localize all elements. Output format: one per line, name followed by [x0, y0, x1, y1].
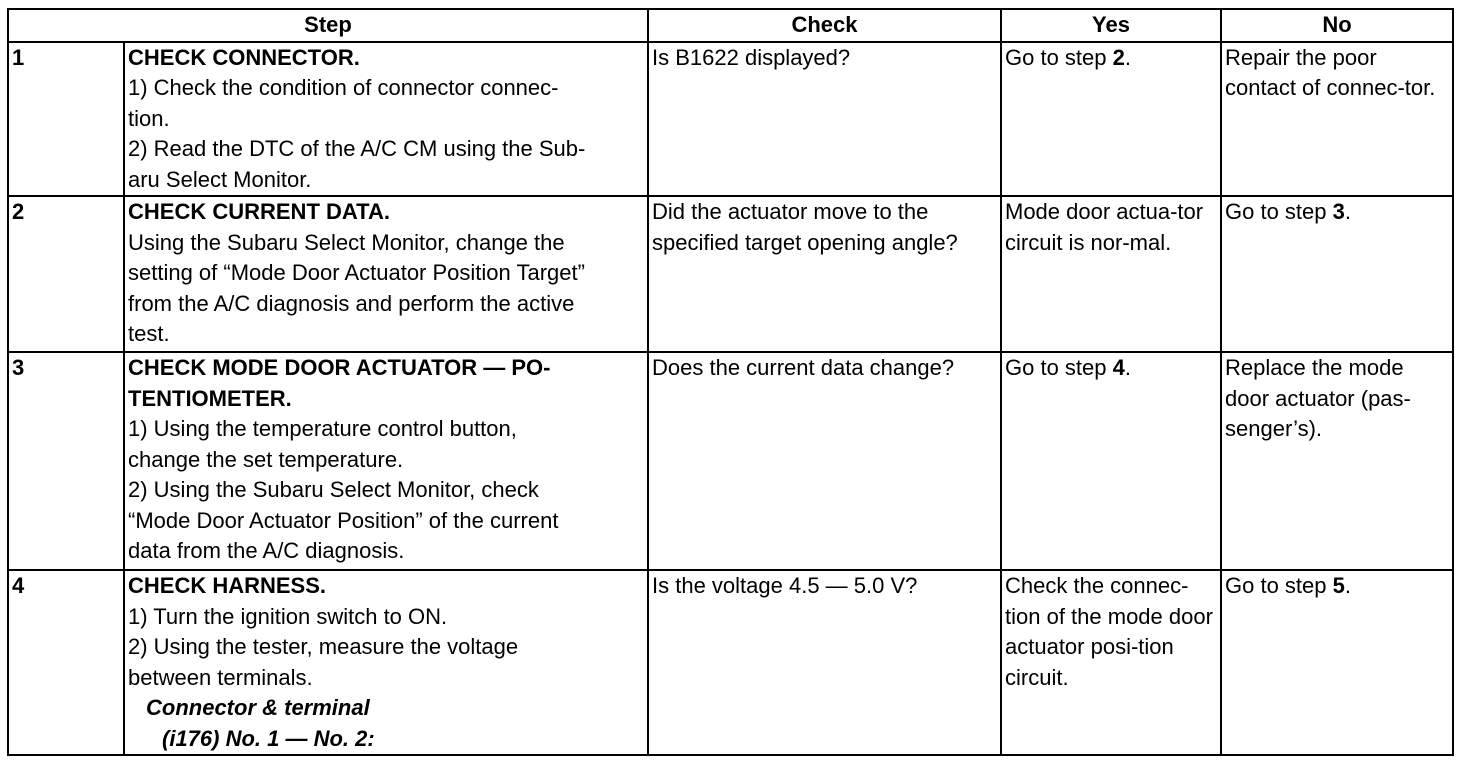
step-description	[124, 570, 648, 755]
no-cell	[1221, 570, 1453, 755]
yes-cell	[1001, 42, 1221, 197]
yes-cell: Check the connec-tion of the mode door actuator posi-tion circuit.	[1001, 570, 1221, 755]
table-row	[8, 196, 1453, 352]
no-text: Go to step	[1225, 199, 1333, 224]
yes-suffix: .	[1124, 355, 1131, 380]
step-line: 2) Using the tester, measure the voltage	[128, 634, 519, 659]
step-line: tion.	[128, 105, 170, 131]
yes-suffix: .	[1124, 44, 1131, 70]
step-line: “Mode Door Actuator Position” of the current	[128, 507, 559, 533]
table-row	[8, 42, 1453, 197]
yes-text: Go to step	[1005, 355, 1113, 380]
step-number: 3	[8, 352, 124, 570]
step-description	[124, 42, 648, 197]
step-line: Using the Subaru Select Monitor, change the	[128, 229, 565, 255]
step-title-continued: TENTIOMETER.	[128, 385, 292, 411]
step-line: setting of “Mode Door Actuator Position Target”	[128, 260, 585, 285]
no-cell: Repair the poor contact of connec-tor.	[1221, 42, 1453, 197]
step-line: 1) Check the condition of connector connec-	[128, 75, 559, 100]
diagnostic-procedure-table	[7, 8, 1454, 756]
table-header-row	[8, 9, 1453, 42]
step-reference: 2	[1112, 44, 1125, 70]
yes-cell	[1001, 352, 1221, 570]
table-row	[8, 570, 1453, 755]
step-line: from the A/C diagnosis and perform the active	[128, 290, 575, 316]
check-cell: Did the actuator move to the specified target opening angle?	[648, 196, 1001, 352]
step-title: CHECK HARNESS.	[128, 573, 327, 598]
step-number: 2	[8, 196, 124, 352]
check-cell: Is B1622 displayed?	[648, 42, 1001, 197]
step-line: change the set temperature.	[128, 446, 404, 472]
step-description	[124, 196, 648, 352]
step-line: data from the A/C diagnosis.	[128, 538, 405, 563]
table-row	[8, 352, 1453, 570]
check-cell: Is the voltage 4.5 — 5.0 V?	[648, 570, 1001, 755]
step-reference: 5	[1332, 573, 1345, 598]
header-step: Step	[8, 9, 648, 42]
step-line: 2) Using the Subaru Select Monitor, check	[128, 477, 539, 502]
header-check: Check	[648, 9, 1001, 42]
no-suffix: .	[1344, 199, 1351, 224]
step-title: CHECK MODE DOOR ACTUATOR — PO-	[128, 355, 551, 380]
no-suffix: .	[1344, 573, 1351, 598]
step-line: test.	[128, 321, 170, 346]
spec-title: Connector & terminal	[146, 695, 370, 720]
step-line: 1) Using the temperature control button,	[128, 416, 517, 441]
step-reference: 3	[1332, 199, 1345, 224]
step-number: 1	[8, 42, 124, 197]
no-cell: Replace the mode door actuator (pas-senger’s).	[1221, 352, 1453, 570]
step-number: 4	[8, 570, 124, 755]
header-yes: Yes	[1001, 9, 1221, 42]
yes-text: Go to step	[1005, 44, 1113, 70]
step-line: aru Select Monitor.	[128, 166, 312, 192]
no-cell	[1221, 196, 1453, 352]
header-no: No	[1221, 9, 1453, 42]
step-reference: 4	[1112, 355, 1125, 380]
step-line: between terminals.	[128, 664, 313, 690]
step-title: CHECK CONNECTOR.	[128, 44, 360, 70]
yes-cell: Mode door actua-tor circuit is nor-mal.	[1001, 196, 1221, 352]
step-title: CHECK CURRENT DATA.	[128, 199, 390, 224]
step-line: 1) Turn the ignition switch to ON.	[128, 603, 448, 629]
step-description	[124, 352, 648, 570]
spec-value: (i176) No. 1 — No. 2:	[162, 725, 375, 751]
check-cell: Does the current data change?	[648, 352, 1001, 570]
no-text: Go to step	[1225, 573, 1333, 598]
step-line: 2) Read the DTC of the A/C CM using the Sub-	[128, 136, 586, 161]
